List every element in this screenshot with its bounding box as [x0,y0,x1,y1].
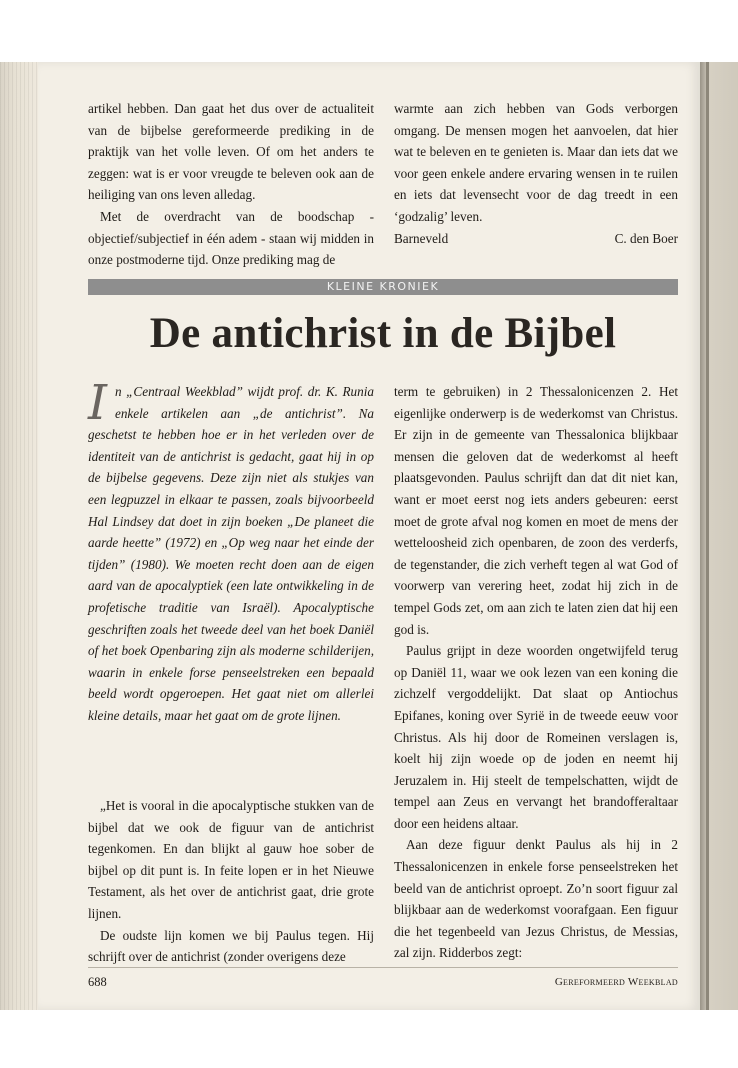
body-paragraph-4: Paulus grijpt in deze woorden ongetwijfeld terug op Daniël 11, waar we ook lezen van een koning die zichzelf vergoddelijkt. Dat slaat op Antiochus Epifanes, koning over Syrië in de tweede eeuw voor Christus. Als hij door de Romeinen verslagen is, koelt hij zijn woede op de joden en neemt hij Jeruzalem in. Hij steelt de tempelschatten, wijdt de tempel aan Zeus en vervangt het brandofferaltaar door een heidens altaar. [394,643,678,831]
body-left-column [88,795,374,968]
prev-article-left-column [88,98,374,271]
prev-article-right-column [394,98,678,228]
prev-paragraph-3: warmte aan zich hebben van Gods verborgen omgang. De mensen mogen het aanvoelen, dat hier wat te beleven en te genieten is. Maar dan iets dat we voor geen enkele andere ervaring wensen in te ruilen en iets dat levensecht voor de dag treedt in een ‘godzalig’ leven. [394,101,678,224]
body-paragraph-1: „Het is vooral in die apocalyptische stukken van de bijbel dat we ook de figuur van de antichrist tegenkomen. En dan blijkt al gauw hoe sober de bijbel op dit punt is. In feite lopen er in het Nieuwe Testament, als het over de antichrist gaat, drie grote lijnen. [88,798,374,921]
body-paragraph-5: Aan deze figuur denkt Paulus als hij in 2 Thessalonicenzen in enkele forse penseelstreken het beeld van de antichrist oproept. Zo’n soort figuur zal blijkbaar aan de wederkomst voorafgaan. Een figuur die het tegenbeeld van Jezus Christus, de Messias, zal zijn. Ridderbos zegt: [394,837,678,961]
article-intro [88,375,374,727]
body-paragraph-3: term te gebruiken) in 2 Thessalonicenzen 2. Het eigenlijke onderwerp is de wederkomst van Christus. Er zijn in de gemeente van Thessalonica blijkbaar mensen die geloven dat de wederkomst al heeft plaatsgevonden. Paulus schrijft dan dat dit niet kan, want er moet eerst nog iets anders gebeuren: eerst moet de grote afval nog komen en moet de mens der wetteloosheid zich openbaren, de zoon des verderfs, de tegenstander, die zich verheft tegen al wat God of voorwerp van verering heet, zodat hij zich in de tempel Gods zet, om aan zich te laten zien dat hij een god is. [394,384,678,637]
prev-paragraph-2: Met de overdracht van de boodschap - objectief/subjectief in één adem - staan wij midden in onze postmoderne tijd. Onze prediking mag de [88,208,374,268]
signature-line [394,231,678,247]
page-stack-right [700,62,738,1010]
footer-divider [88,967,678,968]
intro-text: n „Centraal Weekblad” wijdt prof. dr. K. Runia enkele artikelen aan „de antichrist”. Na geschetst te hebben hoe er in het verleden over de identiteit van de antichrist is gedacht, gaat hij in op de bijbelse gegevens. Deze zijn niet als stukjes van een legpuzzel in elkaar te passen, zoals bijvoorbeeld Hal Lindsey dat doet in zijn boeken „De planeet die aarde heette” (1972) en „Op weg naar het einde der tijden” (1980). We moeten recht doen aan de eigen aard van de apocalyptiek (een late ontwikkeling in de profetische traditie van Israël). Apocalyptische geschriften zoals het tweede deel van het boek Daniël of het boek Openbaring zijn als moderne schilderijen, waarin in enkele forse penseelstreken een bepaald beeld wordt opgeroepen. Het gaat niet om allerlei kleine details, maar het gaat om de grote lijnen. [88,384,374,723]
page-stack-left [0,62,40,1010]
body-paragraph-2: De oudste lijn komen we bij Paulus tegen. Hij schrijft over de antichrist (zonder overigens deze [88,927,374,965]
magazine-name: Gereformeerd Weekblad [554,976,678,988]
body-right-column [394,381,678,964]
signature-author: C. den Boer [614,231,678,246]
page-number: 688 [88,975,107,989]
article-headline: De antichrist in de Bijbel [149,310,617,357]
prev-paragraph-1: artikel hebben. Dan gaat het dus over de actualiteit van de bijbelse gereformeerde prediking in de praktijk van het volle leven. Of om het anders te zeggen: wat is er voor vreugde te beleven ook aan de heiliging van ons leven alledag. [88,101,374,203]
drop-cap: I [88,375,107,431]
signature-place: Barneveld [394,231,449,246]
section-banner: KLEINE KRONIEK [88,279,678,295]
